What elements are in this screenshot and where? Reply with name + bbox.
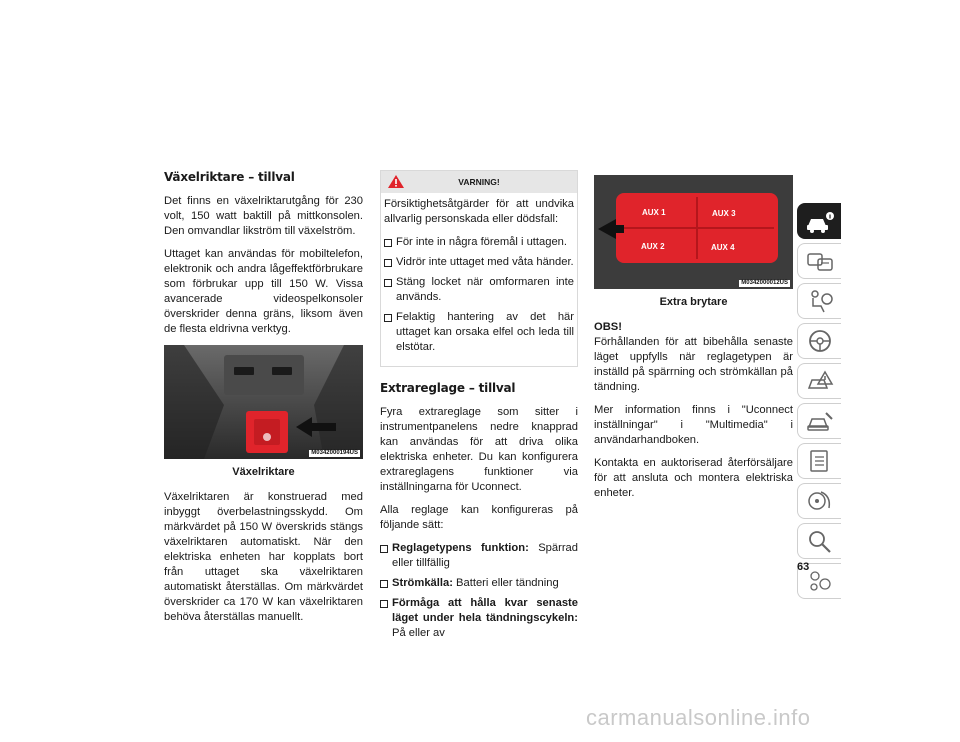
warning-title: VARNING! — [458, 177, 500, 187]
car-crash-icon — [805, 368, 835, 394]
warning-header — [381, 171, 577, 193]
column-middle — [380, 170, 578, 649]
list-item — [380, 576, 578, 591]
chapter-tabs — [797, 203, 841, 603]
image-code: M0342000194US — [311, 450, 358, 456]
warning-list — [384, 235, 574, 355]
warning-intro: Försiktighetsåtgärder för att undvika allvarlig personskada eller dödsfall: — [384, 198, 574, 225]
figure-caption: Växelriktare — [232, 466, 295, 478]
tab-index[interactable] — [797, 523, 841, 559]
multimedia-icon — [805, 488, 835, 514]
note-text: Förhållanden för att bibehålla senaste läget uppfylls när reglagetypen är inställd på spärrning och strömkällan på tändning. — [594, 336, 793, 393]
list-item: För inte in några föremål i uttagen. — [384, 235, 574, 250]
inverter-illustration — [164, 345, 363, 459]
aux-label-1: AUX 1 — [642, 208, 666, 217]
aux-switches-illustration — [594, 175, 793, 289]
config-list — [380, 541, 578, 641]
tab-service[interactable] — [797, 403, 841, 439]
paragraph: Uttaget kan användas för mobiltelefon, elektronik och andra lågeffektförbrukare som förbrukar upp till 150 W. Vissa avancerade videospelkonsoler överskrider denna gräns, liksom även de flesta eldrivna verktyg. — [164, 248, 363, 335]
tab-steering[interactable] — [797, 323, 841, 359]
section-heading-aux: Extrareglage – tillval — [380, 381, 516, 395]
section-heading-inverter: Växelriktare – tillval — [164, 170, 295, 184]
car-wrench-icon — [805, 408, 835, 434]
column-right — [594, 175, 793, 509]
page-number: 63 — [797, 561, 810, 573]
list-item: Stäng locket när omformaren inte används. — [384, 275, 574, 305]
list-item — [380, 596, 578, 641]
inverter-photo — [164, 345, 363, 459]
figure-caption: Extra brytare — [659, 296, 728, 308]
paragraph: Kontakta en auktoriserad återförsäljare för att ansluta och montera elektriska enheter. — [594, 457, 793, 499]
steering-wheel-icon — [805, 328, 835, 354]
checklist-icon — [805, 448, 835, 474]
list-item: Felaktig hantering av det här uttaget kan orsaka elfel och leda till elstötar. — [384, 310, 574, 355]
item-label: Strömkälla: — [392, 577, 453, 589]
note-title: OBS! — [594, 321, 622, 333]
messages-icon — [805, 248, 835, 274]
aux-label-3: AUX 3 — [712, 209, 736, 218]
list-item — [380, 541, 578, 571]
note-paragraph — [594, 320, 793, 395]
tab-vehicle-info[interactable] — [797, 203, 841, 239]
car-info-icon — [805, 208, 835, 234]
item-text: Batteri eller tändning — [452, 577, 559, 589]
aux-switches-photo — [594, 175, 793, 289]
seat-airbag-icon — [805, 288, 835, 314]
tab-multimedia[interactable] — [797, 483, 841, 519]
warning-body — [381, 193, 577, 366]
tab-airbag[interactable] — [797, 283, 841, 319]
paragraph: Alla reglage kan konfigureras på följande sätt: — [380, 504, 578, 531]
aux-label-2: AUX 2 — [641, 242, 665, 251]
paragraph: Mer information finns i "Uconnect inställningar" i "Multimedia" i användarhandboken. — [594, 404, 793, 446]
item-text: På eller av — [392, 627, 445, 639]
warning-triangle-icon — [387, 174, 405, 189]
tab-safety[interactable] — [797, 243, 841, 279]
search-icon — [805, 528, 835, 554]
item-label: Förmåga att hålla kvar senaste läget under hela tändningscykeln: — [392, 597, 578, 624]
tab-emergency[interactable] — [797, 363, 841, 399]
column-left — [164, 170, 363, 633]
watermark: carmanualsonline.info — [586, 705, 811, 730]
list-item: Vidrör inte uttaget med våta händer. — [384, 255, 574, 270]
item-label: Reglagetypens funktion: — [392, 542, 529, 554]
paragraph: Det finns en växelriktarutgång för 230 volt, 150 watt baktill på mittkonsolen. Den omvandlar likström till växelström. — [164, 195, 363, 237]
paragraph: Växelriktaren är konstruerad med inbyggt överbelastningsskydd. Om märkvärdet på 150 W överskrids stängs växelriktaren automatiskt. När den elektriska enheten har kopplats bort från uttaget ska växelriktaren automatiskt återställas. Om märkvärdet överskrider ca 170 W kan växelriktaren behöva återställas manuellt. — [164, 491, 363, 623]
item-text: Spärrad eller tillfällig — [392, 542, 578, 569]
image-code: M0342000012US — [741, 280, 788, 286]
warning-box — [380, 170, 578, 367]
paragraph: Fyra extrareglage som sitter i instrumentpanelens nedre knapprad kan användas för att driva olika elektriska enheter. Du kan konfigurera extrareglagens funktioner via inställningarna för Uconnect. — [380, 406, 578, 493]
tab-specifications[interactable] — [797, 443, 841, 479]
aux-label-4: AUX 4 — [711, 243, 735, 252]
